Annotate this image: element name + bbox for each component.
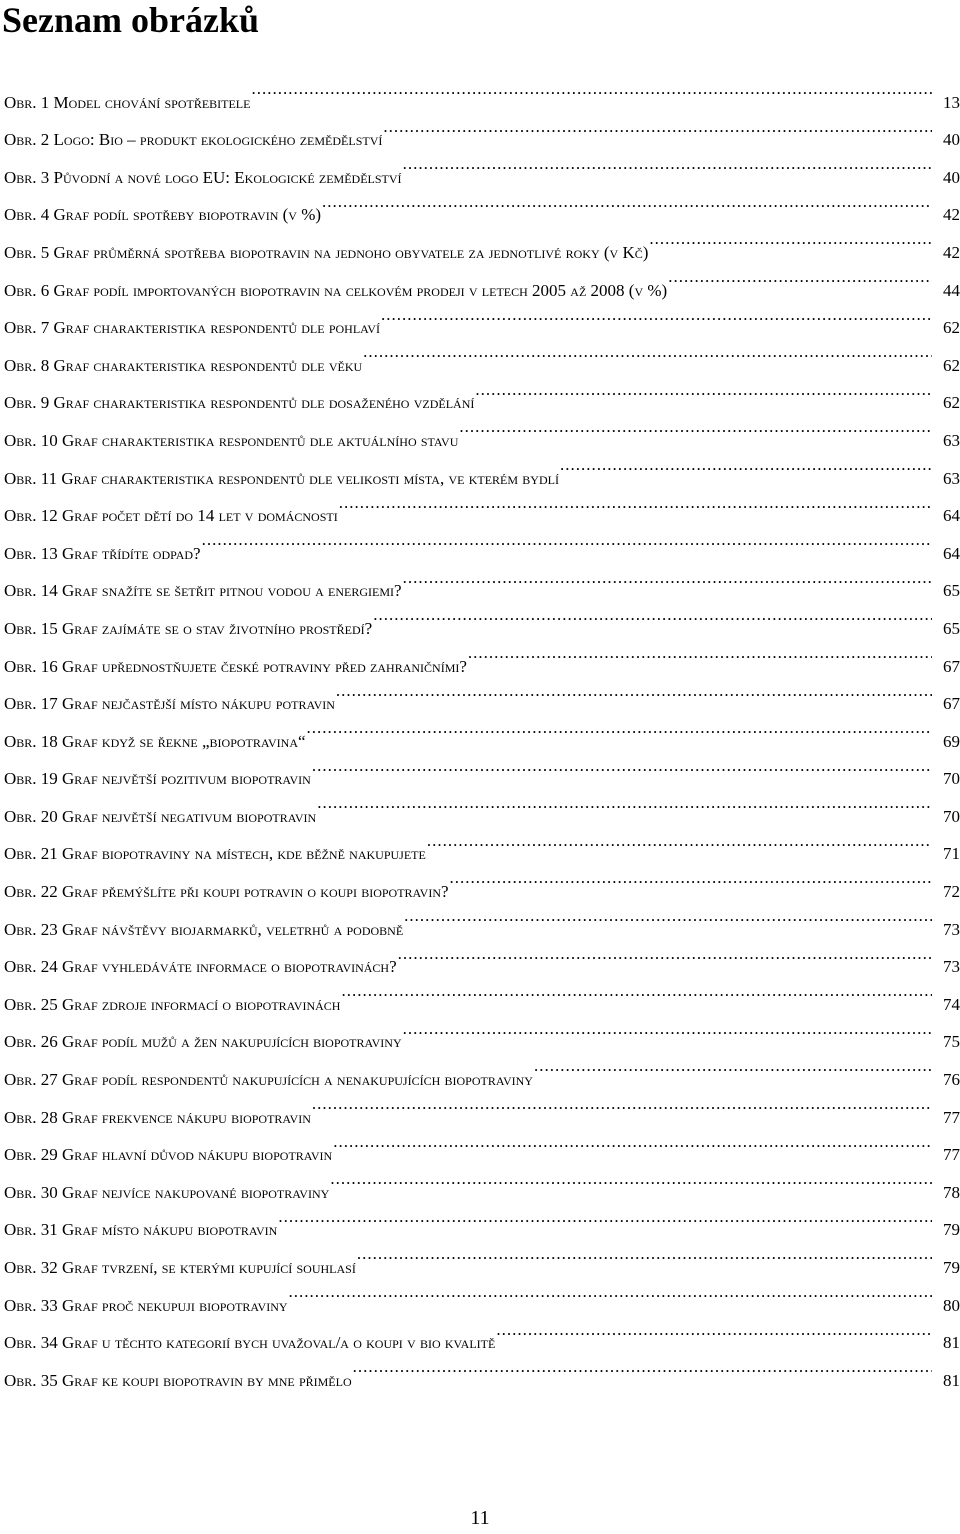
toc-entry[interactable] [4,1160,960,1202]
toc-entry[interactable] [4,220,960,262]
toc-entry-title: Obr. 28 Graf frekvence nákupu biopotravin [4,1107,311,1127]
toc-entry-page: 65 [943,581,960,601]
toc-entry[interactable] [4,1348,960,1390]
toc-entry-page: 80 [943,1295,960,1315]
toc-entry[interactable] [4,1273,960,1315]
toc-entry-title: Obr. 8 Graf charakteristika respondentů dle věku [4,355,363,375]
toc-entry-page: 67 [943,656,960,676]
toc-entry[interactable] [4,559,960,601]
dot-leader [496,1311,932,1349]
toc-entry-page: 81 [943,1370,960,1390]
toc-entry-title: Obr. 4 Graf podíl spotřeby biopotravin (v %) [4,205,322,225]
toc-entry[interactable] [4,484,960,526]
dot-leader [312,1085,932,1123]
toc-entry-title: Obr. 19 Graf největší pozitivum biopotravin [4,769,311,789]
dot-leader [336,672,932,710]
toc-entry[interactable] [4,634,960,676]
toc-entry-page: 62 [943,393,960,413]
toc-entry-page: 63 [943,430,960,450]
toc-entry-page: 77 [943,1107,960,1127]
toc-entry[interactable] [4,1085,960,1127]
toc-entry[interactable] [4,709,960,751]
dot-leader [649,220,932,258]
toc-entry-page: 64 [943,543,960,563]
dot-leader [450,859,932,897]
toc-entry-title: Obr. 7 Graf charakteristika respondentů dle pohlaví [4,318,380,338]
toc-entry[interactable] [4,371,960,413]
toc-entry-title: Obr. 6 Graf podíl importovaných biopotravin na celkovém prodeji v letech 2005 až 2008 (v %) [4,280,668,300]
toc-entry-title: Obr. 21 Graf biopotraviny na místech, kde běžně nakupujete [4,844,426,864]
toc-entry[interactable] [4,70,960,112]
toc-entry-page: 67 [943,694,960,714]
dot-leader [403,1010,932,1048]
toc-entry[interactable] [4,1123,960,1165]
toc-entry-page: 73 [943,957,960,977]
toc-entry-title: Obr. 10 Graf charakteristika respondentů dle aktuálního stavu [4,430,459,450]
toc-entry-title: Obr. 26 Graf podíl mužů a žen nakupujících biopotraviny [4,1032,402,1052]
dot-leader [560,446,932,484]
toc-entry-page: 78 [943,1182,960,1202]
toc-entry-page: 62 [943,355,960,375]
toc-entry-title: Obr. 14 Graf snažíte se šetřit pitnou vodou a energiemi? [4,581,402,601]
toc-entry-page: 62 [943,318,960,338]
toc-entry-title: Obr. 23 Graf návštěvy biojarmarků, veletrhů a podobně [4,919,404,939]
dot-leader [353,1348,932,1386]
toc-entry-page: 42 [943,205,960,225]
toc-entry-title: Obr. 31 Graf místo nákupu biopotravin [4,1220,278,1240]
dot-leader [312,747,932,785]
toc-entry-title: Obr. 27 Graf podíl respondentů nakupujících a nenakupujících biopotraviny [4,1070,533,1090]
toc-entry-page: 40 [943,130,960,150]
toc-entry-title: Obr. 20 Graf největší negativum biopotravin [4,806,317,826]
toc-entry-page: 79 [943,1258,960,1277]
toc-entry[interactable] [4,446,960,488]
dot-leader [363,333,932,371]
toc-entry[interactable] [4,822,960,864]
toc-entry-title: Obr. 9 Graf charakteristika respondentů dle dosaženého vzdělání [4,393,475,413]
dot-leader [341,972,932,1010]
toc-entry-title: Obr. 22 Graf přemýšlíte při koupi potravin o koupi biopotravin? [4,882,449,902]
toc-entry[interactable] [4,408,960,450]
toc-entry-title: Obr. 35 Graf ke koupi biopotravin by mne přimělo [4,1370,352,1390]
toc-entry[interactable] [4,1010,960,1052]
page-title: Seznam obrázků [2,0,260,40]
toc-entry-page: 69 [943,731,960,751]
toc-entry[interactable] [4,145,960,187]
dot-leader [534,1047,932,1085]
toc-entry-page: 79 [943,1220,960,1240]
toc-entry-page: 65 [943,618,960,638]
dot-leader [333,1123,932,1161]
toc-entry[interactable] [4,521,960,563]
toc-entry-title: Obr. 16 Graf upřednostňujete české potraviny před zahraničními? [4,656,467,676]
dot-leader [383,108,932,146]
toc-entry-title: Obr. 2 Logo: Bio – produkt ekologického zemědělství [4,130,383,150]
toc-entry-title: Obr. 18 Graf když se řekne „biopotravina“ [4,731,306,751]
toc-entry-page: 63 [943,468,960,488]
dot-leader [427,822,932,860]
toc-entry-title: Obr. 25 Graf zdroje informací o biopotravinách [4,994,341,1014]
dot-leader [202,521,932,559]
dot-leader [289,1273,932,1311]
toc-entry-page: 40 [943,167,960,187]
dot-leader [403,559,932,597]
dot-leader [317,784,932,822]
toc-entry-title: Obr. 1 Model chování spotřebitele [4,92,251,112]
dot-leader [339,484,932,522]
toc-entry[interactable] [4,1311,960,1353]
toc-entry-page: 76 [943,1070,960,1090]
toc-entry[interactable] [4,935,960,977]
dot-leader [468,634,932,672]
toc-entry[interactable] [4,596,960,638]
toc-entry-page: 70 [943,806,960,826]
toc-entry-page: 73 [943,919,960,939]
toc-entry-page: 64 [943,506,960,526]
toc-entry-title: Obr. 3 Původní a nové logo EU: Ekologické zemědělství [4,167,402,187]
toc-entry[interactable] [4,747,960,789]
toc-entry-page: 13 [943,92,960,112]
toc-entry-page: 74 [943,994,960,1014]
page-number: 11 [470,1507,490,1529]
dot-leader [398,935,932,973]
toc-entry[interactable] [4,296,960,338]
toc-entry-title: Obr. 32 Graf tvrzení, se kterými kupující souhlasí [4,1258,356,1277]
toc-entry-page: 70 [943,769,960,789]
toc-entry-title: Obr. 29 Graf hlavní důvod nákupu biopotravin [4,1145,333,1165]
dot-leader [330,1160,932,1198]
toc-entry-page: 71 [943,844,960,864]
toc-entry-title: Obr. 11 Graf charakteristika respondentů dle velikosti místa, ve kterém bydlí [4,468,559,488]
dot-leader [459,408,932,446]
dot-leader [357,1235,932,1273]
toc-entry-title: Obr. 5 Graf průměrná spotřeba biopotravin na jednoho obyvatele za jednotlivé roky (v Kč) [4,242,649,262]
dot-leader [668,258,932,296]
toc-entry-title: Obr. 15 Graf zajímáte se o stav životního prostředí? [4,618,373,638]
toc-entry-title: Obr. 13 Graf třídíte odpad? [4,543,201,563]
dot-leader [475,371,932,409]
toc-entry-title: Obr. 34 Graf u těchto kategorií bych uvažoval/a o koupi v bio kvalitě [4,1333,496,1353]
toc-entry[interactable] [4,1235,960,1277]
toc-entry[interactable] [4,784,960,826]
toc-entry[interactable] [4,972,960,1014]
toc-entry-title: Obr. 33 Graf proč nekupuji biopotraviny [4,1295,288,1315]
dot-leader [278,1198,932,1236]
toc-entry-page: 81 [943,1333,960,1353]
toc-entry-page: 77 [943,1145,960,1165]
toc-entry[interactable] [4,672,960,714]
dot-leader [404,897,932,935]
toc-entry-title: Obr. 30 Graf nejvíce nakupované biopotraviny [4,1182,330,1202]
dot-leader [322,183,932,221]
toc-entry[interactable] [4,333,960,375]
dot-leader [381,296,932,334]
list-of-figures [4,70,960,1390]
dot-leader [307,709,932,747]
dot-leader [403,145,932,183]
toc-entry[interactable] [4,859,960,902]
toc-entry[interactable] [4,183,960,225]
dot-leader [373,596,932,634]
toc-entry[interactable] [4,1198,960,1240]
toc-entry-page: 42 [943,242,960,262]
toc-entry-page: 72 [943,882,960,902]
toc-entry-page: 44 [943,280,960,300]
toc-entry-title: Obr. 17 Graf nejčastější místo nákupu potravin [4,694,335,714]
toc-entry[interactable] [4,897,960,939]
toc-entry[interactable] [4,258,960,300]
toc-entry-title: Obr. 12 Graf počet dětí do 14 let v domácnosti [4,506,338,526]
toc-entry[interactable] [4,1047,960,1090]
toc-entry-title: Obr. 24 Graf vyhledáváte informace o biopotravinách? [4,957,397,977]
dot-leader [251,70,932,108]
toc-entry-page: 75 [943,1032,960,1052]
toc-entry[interactable] [4,108,960,150]
